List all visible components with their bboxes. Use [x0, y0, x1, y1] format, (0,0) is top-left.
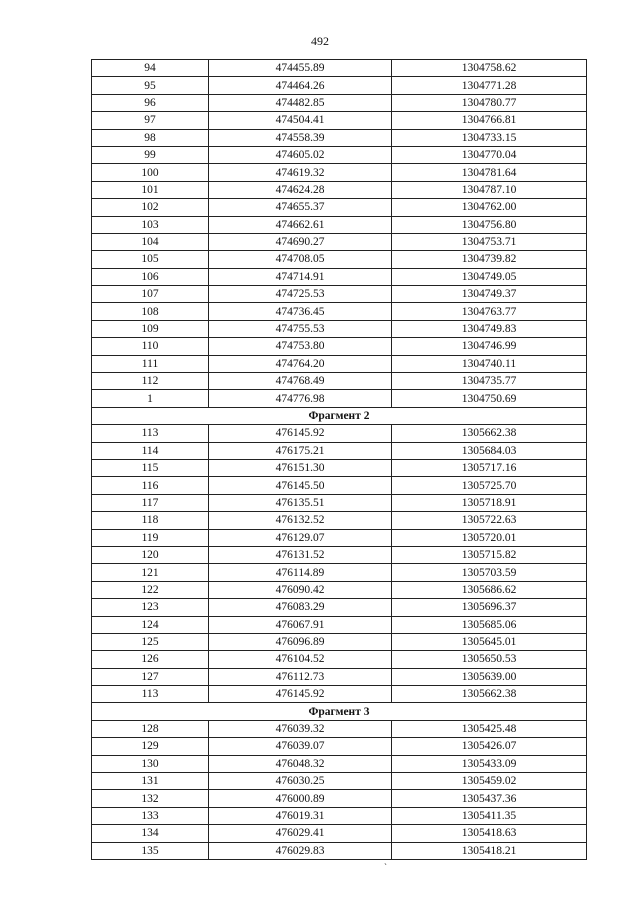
table-row — [92, 199, 587, 216]
x-coordinate-cell: 474482.85 — [209, 94, 392, 111]
table-row — [92, 616, 587, 633]
x-coordinate-cell: 476145.92 — [209, 425, 392, 442]
table-row — [92, 60, 587, 77]
y-coordinate-cell: 1304749.05 — [392, 268, 587, 285]
point-number-cell: 118 — [92, 512, 209, 529]
point-number-cell: 124 — [92, 616, 209, 633]
table-row — [92, 320, 587, 337]
fragment-title: Фрагмент 2 — [92, 407, 587, 424]
point-number-cell: 106 — [92, 268, 209, 285]
point-number-cell: 95 — [92, 77, 209, 94]
y-coordinate-cell: 1305720.01 — [392, 529, 587, 546]
point-number-cell: 120 — [92, 546, 209, 563]
y-coordinate-cell: 1304733.15 — [392, 129, 587, 146]
point-number-cell: 113 — [92, 686, 209, 703]
y-coordinate-cell: 1305696.37 — [392, 599, 587, 616]
table-row — [92, 668, 587, 685]
point-number-cell: 135 — [92, 842, 209, 859]
table-row — [92, 390, 587, 407]
y-coordinate-cell: 1304787.10 — [392, 181, 587, 198]
table-row — [92, 790, 587, 807]
table-row — [92, 146, 587, 163]
y-coordinate-cell: 1304740.11 — [392, 355, 587, 372]
point-number-cell: 96 — [92, 94, 209, 111]
table-row — [92, 77, 587, 94]
table-row — [92, 581, 587, 598]
coordinates-table-body — [92, 60, 587, 860]
x-coordinate-cell: 476096.89 — [209, 633, 392, 650]
x-coordinate-cell: 476145.50 — [209, 477, 392, 494]
table-row — [92, 303, 587, 320]
x-coordinate-cell: 474619.32 — [209, 164, 392, 181]
y-coordinate-cell: 1304749.83 — [392, 320, 587, 337]
y-coordinate-cell: 1304762.00 — [392, 199, 587, 216]
point-number-cell: 103 — [92, 216, 209, 233]
x-coordinate-cell: 476132.52 — [209, 512, 392, 529]
y-coordinate-cell: 1304770.04 — [392, 146, 587, 163]
x-coordinate-cell: 474725.53 — [209, 286, 392, 303]
table-row — [92, 129, 587, 146]
table-row — [92, 720, 587, 737]
point-number-cell: 117 — [92, 494, 209, 511]
x-coordinate-cell: 474690.27 — [209, 233, 392, 250]
y-coordinate-cell: 1305722.63 — [392, 512, 587, 529]
x-coordinate-cell: 476048.32 — [209, 755, 392, 772]
table-row — [92, 338, 587, 355]
y-coordinate-cell: 1305718.91 — [392, 494, 587, 511]
point-number-cell: 126 — [92, 651, 209, 668]
x-coordinate-cell: 476029.41 — [209, 825, 392, 842]
x-coordinate-cell: 474764.20 — [209, 355, 392, 372]
point-number-cell: 108 — [92, 303, 209, 320]
y-coordinate-cell: 1304766.81 — [392, 112, 587, 129]
point-number-cell: 98 — [92, 129, 209, 146]
coordinates-table — [91, 59, 587, 860]
table-row — [92, 633, 587, 650]
point-number-cell: 133 — [92, 807, 209, 824]
fragment-header-row — [92, 407, 587, 424]
x-coordinate-cell: 474753.80 — [209, 338, 392, 355]
x-coordinate-cell: 476030.25 — [209, 773, 392, 790]
y-coordinate-cell: 1304739.82 — [392, 251, 587, 268]
table-row — [92, 459, 587, 476]
x-coordinate-cell: 474624.28 — [209, 181, 392, 198]
x-coordinate-cell: 476039.32 — [209, 720, 392, 737]
x-coordinate-cell: 476175.21 — [209, 442, 392, 459]
x-coordinate-cell: 474708.05 — [209, 251, 392, 268]
x-coordinate-cell: 474755.53 — [209, 320, 392, 337]
table-row — [92, 494, 587, 511]
x-coordinate-cell: 476104.52 — [209, 651, 392, 668]
y-coordinate-cell: 1304780.77 — [392, 94, 587, 111]
point-number-cell: 105 — [92, 251, 209, 268]
table-row — [92, 825, 587, 842]
x-coordinate-cell: 476029.83 — [209, 842, 392, 859]
point-number-cell: 104 — [92, 233, 209, 250]
x-coordinate-cell: 476000.89 — [209, 790, 392, 807]
table-row — [92, 529, 587, 546]
table-row — [92, 477, 587, 494]
table-row — [92, 842, 587, 859]
table-row — [92, 686, 587, 703]
x-coordinate-cell: 476083.29 — [209, 599, 392, 616]
point-number-cell: 110 — [92, 338, 209, 355]
x-coordinate-cell: 474558.39 — [209, 129, 392, 146]
y-coordinate-cell: 1305425.48 — [392, 720, 587, 737]
x-coordinate-cell: 476114.89 — [209, 564, 392, 581]
x-coordinate-cell: 476145.92 — [209, 686, 392, 703]
x-coordinate-cell: 474768.49 — [209, 373, 392, 390]
x-coordinate-cell: 476019.31 — [209, 807, 392, 824]
x-coordinate-cell: 476112.73 — [209, 668, 392, 685]
point-number-cell: 102 — [92, 199, 209, 216]
point-number-cell: 94 — [92, 60, 209, 77]
table-row — [92, 164, 587, 181]
point-number-cell: 99 — [92, 146, 209, 163]
table-row — [92, 755, 587, 772]
y-coordinate-cell: 1305684.03 — [392, 442, 587, 459]
point-number-cell: 128 — [92, 720, 209, 737]
table-row — [92, 599, 587, 616]
x-coordinate-cell: 474605.02 — [209, 146, 392, 163]
point-number-cell: 101 — [92, 181, 209, 198]
y-coordinate-cell: 1305715.82 — [392, 546, 587, 563]
y-coordinate-cell: 1305662.38 — [392, 425, 587, 442]
table-row — [92, 268, 587, 285]
x-coordinate-cell: 476135.51 — [209, 494, 392, 511]
fragment-header-row — [92, 703, 587, 720]
y-coordinate-cell: 1304749.37 — [392, 286, 587, 303]
y-coordinate-cell: 1305650.53 — [392, 651, 587, 668]
y-coordinate-cell: 1305411.35 — [392, 807, 587, 824]
point-number-cell: 121 — [92, 564, 209, 581]
point-number-cell: 125 — [92, 633, 209, 650]
table-row — [92, 181, 587, 198]
y-coordinate-cell: 1304771.28 — [392, 77, 587, 94]
x-coordinate-cell: 476039.07 — [209, 738, 392, 755]
point-number-cell: 107 — [92, 286, 209, 303]
table-row — [92, 807, 587, 824]
table-row — [92, 286, 587, 303]
table-row — [92, 373, 587, 390]
point-number-cell: 109 — [92, 320, 209, 337]
point-number-cell: 114 — [92, 442, 209, 459]
x-coordinate-cell: 476131.52 — [209, 546, 392, 563]
point-number-cell: 116 — [92, 477, 209, 494]
table-row — [92, 94, 587, 111]
table-row — [92, 442, 587, 459]
point-number-cell: 130 — [92, 755, 209, 772]
table-row — [92, 251, 587, 268]
y-coordinate-cell: 1305639.00 — [392, 668, 587, 685]
point-number-cell: 122 — [92, 581, 209, 598]
table-row — [92, 564, 587, 581]
point-number-cell: 97 — [92, 112, 209, 129]
y-coordinate-cell: 1305426.07 — [392, 738, 587, 755]
point-number-cell: 123 — [92, 599, 209, 616]
y-coordinate-cell: 1304746.99 — [392, 338, 587, 355]
x-coordinate-cell: 474714.91 — [209, 268, 392, 285]
x-coordinate-cell: 476151.30 — [209, 459, 392, 476]
y-coordinate-cell: 1305703.59 — [392, 564, 587, 581]
point-number-cell: 1 — [92, 390, 209, 407]
table-row — [92, 773, 587, 790]
y-coordinate-cell: 1305717.16 — [392, 459, 587, 476]
x-coordinate-cell: 476067.91 — [209, 616, 392, 633]
x-coordinate-cell: 476129.07 — [209, 529, 392, 546]
point-number-cell: 115 — [92, 459, 209, 476]
x-coordinate-cell: 474504.41 — [209, 112, 392, 129]
point-number-cell: 100 — [92, 164, 209, 181]
table-row — [92, 512, 587, 529]
point-number-cell: 134 — [92, 825, 209, 842]
fragment-title: Фрагмент 3 — [92, 703, 587, 720]
table-row — [92, 738, 587, 755]
point-number-cell: 111 — [92, 355, 209, 372]
table-row — [92, 112, 587, 129]
x-coordinate-cell: 474736.45 — [209, 303, 392, 320]
x-coordinate-cell: 474655.37 — [209, 199, 392, 216]
x-coordinate-cell: 474455.89 — [209, 60, 392, 77]
point-number-cell: 131 — [92, 773, 209, 790]
x-coordinate-cell: 476090.42 — [209, 581, 392, 598]
x-coordinate-cell: 474776.98 — [209, 390, 392, 407]
point-number-cell: 127 — [92, 668, 209, 685]
y-coordinate-cell: 1305418.63 — [392, 825, 587, 842]
x-coordinate-cell: 474662.61 — [209, 216, 392, 233]
x-coordinate-cell: 474464.26 — [209, 77, 392, 94]
y-coordinate-cell: 1304750.69 — [392, 390, 587, 407]
y-coordinate-cell: 1305433.09 — [392, 755, 587, 772]
table-row — [92, 355, 587, 372]
point-number-cell: 129 — [92, 738, 209, 755]
point-number-cell: 119 — [92, 529, 209, 546]
y-coordinate-cell: 1305685.06 — [392, 616, 587, 633]
stray-mark: ` — [384, 862, 387, 872]
y-coordinate-cell: 1304753.71 — [392, 233, 587, 250]
table-row — [92, 216, 587, 233]
y-coordinate-cell: 1305725.70 — [392, 477, 587, 494]
table-row — [92, 651, 587, 668]
point-number-cell: 132 — [92, 790, 209, 807]
y-coordinate-cell: 1304758.62 — [392, 60, 587, 77]
point-number-cell: 112 — [92, 373, 209, 390]
y-coordinate-cell: 1305662.38 — [392, 686, 587, 703]
y-coordinate-cell: 1305686.62 — [392, 581, 587, 598]
y-coordinate-cell: 1304781.64 — [392, 164, 587, 181]
table-row — [92, 546, 587, 563]
page-number: 492 — [311, 34, 329, 48]
y-coordinate-cell: 1305418.21 — [392, 842, 587, 859]
y-coordinate-cell: 1305437.36 — [392, 790, 587, 807]
y-coordinate-cell: 1304735.77 — [392, 373, 587, 390]
y-coordinate-cell: 1305645.01 — [392, 633, 587, 650]
y-coordinate-cell: 1304756.80 — [392, 216, 587, 233]
table-row — [92, 425, 587, 442]
point-number-cell: 113 — [92, 425, 209, 442]
table-row — [92, 233, 587, 250]
y-coordinate-cell: 1304763.77 — [392, 303, 587, 320]
y-coordinate-cell: 1305459.02 — [392, 773, 587, 790]
